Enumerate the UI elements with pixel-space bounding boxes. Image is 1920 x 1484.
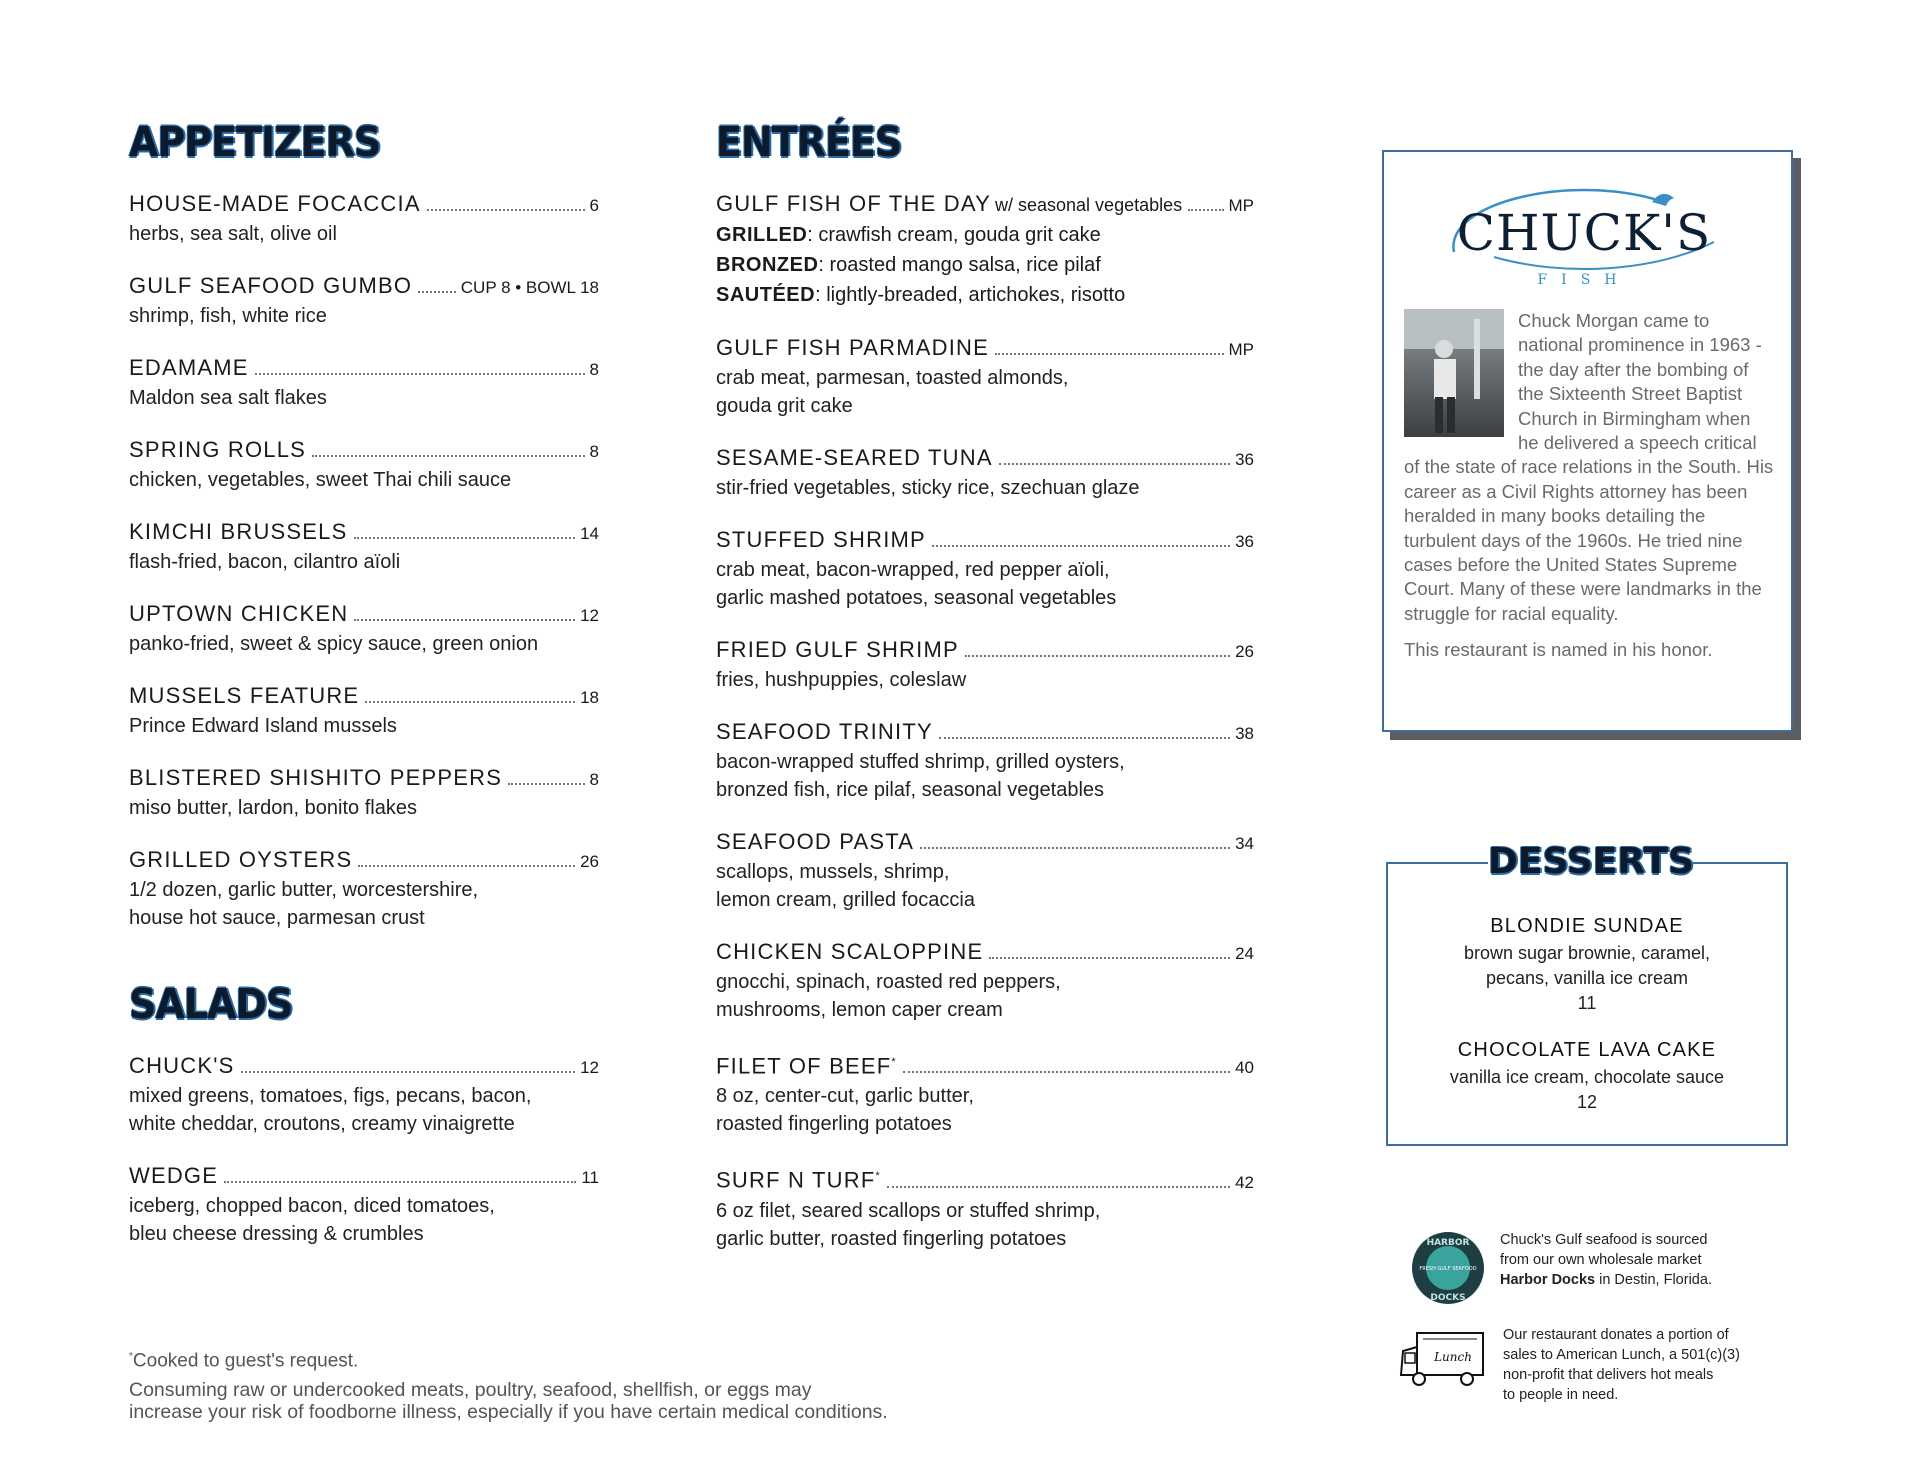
item-price: MP bbox=[1228, 340, 1254, 359]
item-price: 14 bbox=[580, 524, 599, 543]
item-desc: shrimp, fish, white rice bbox=[129, 305, 327, 327]
harbor-line-1: Chuck's Gulf seafood is sourced bbox=[1500, 1232, 1708, 1248]
menu-item bbox=[129, 190, 599, 248]
item-price: 24 bbox=[1235, 944, 1254, 963]
dot-leader bbox=[999, 463, 1230, 465]
item-price: 6 bbox=[589, 196, 599, 215]
item-name-text: FRIED GULF SHRIMP bbox=[716, 637, 959, 662]
warning-line-1: Consuming raw or undercooked meats, poultry, seafood, shellfish, or eggs may bbox=[129, 1379, 812, 1402]
item-price: 12 bbox=[580, 606, 599, 625]
dot-leader bbox=[995, 353, 1224, 355]
bio-honor: This restaurant is named in his honor. bbox=[1404, 639, 1713, 661]
item-name-text: EDAMAME bbox=[129, 355, 249, 380]
item-name-text: STUFFED SHRIMP bbox=[716, 527, 926, 552]
dot-leader bbox=[508, 783, 584, 785]
item-desc: Prince Edward Island mussels bbox=[129, 715, 397, 737]
harbor-docks-bold: Harbor Docks bbox=[1500, 1272, 1596, 1288]
dessert-item bbox=[1388, 914, 1786, 1016]
dessert-price: 11 bbox=[1577, 993, 1597, 1013]
item-name bbox=[129, 1052, 235, 1080]
lunch-line: non-profit that delivers hot meals bbox=[1503, 1367, 1714, 1383]
badge-top-text: HARBOR bbox=[1426, 1238, 1470, 1248]
item-name-text: SEAFOOD PASTA bbox=[716, 829, 915, 854]
lunch-line: sales to American Lunch, a 501(c)(3) bbox=[1503, 1347, 1740, 1363]
badge-mid-text: FRESH GULF SEAFOOD bbox=[1419, 1266, 1477, 1272]
item-price: 8 bbox=[589, 770, 599, 789]
dot-leader bbox=[1188, 209, 1223, 211]
menu-item bbox=[129, 436, 599, 494]
dot-leader bbox=[920, 847, 1230, 849]
item-name-text: SURF N TURF bbox=[716, 1167, 876, 1193]
dot-leader bbox=[427, 209, 585, 211]
item-name bbox=[129, 436, 306, 464]
variant-desc: : lightly-breaded, artichokes, risotto bbox=[815, 284, 1126, 306]
dessert-item bbox=[1388, 1038, 1786, 1115]
item-name-text: SEAFOOD TRINITY bbox=[716, 719, 933, 744]
item-name-text: WEDGE bbox=[129, 1163, 219, 1188]
menu-item bbox=[129, 682, 599, 740]
warning-line-2: increase your risk of foodborne illness, especially if you have certain medical conditions. bbox=[129, 1401, 888, 1424]
chucks-fish-logo bbox=[1434, 182, 1734, 288]
item-name-text: GULF FISH PARMADINE bbox=[716, 335, 989, 360]
item-price: 12 bbox=[580, 1058, 599, 1077]
item-name bbox=[129, 272, 412, 300]
item-head bbox=[716, 1162, 1254, 1196]
item-name bbox=[716, 334, 989, 362]
item-note: w/ seasonal vegetables bbox=[995, 195, 1183, 215]
american-lunch-note bbox=[1397, 1325, 1740, 1405]
menu-item bbox=[716, 1048, 1254, 1138]
food-truck-icon bbox=[1397, 1325, 1489, 1389]
item-desc: gouda grit cake bbox=[716, 395, 853, 417]
dot-leader bbox=[365, 701, 575, 703]
desserts-title: DESSERTS bbox=[1488, 838, 1686, 886]
dot-leader bbox=[903, 1071, 1230, 1073]
item-price: 26 bbox=[1235, 642, 1254, 661]
item-head bbox=[129, 436, 599, 466]
variant-label: SAUTÉED bbox=[716, 284, 816, 306]
item-head bbox=[716, 334, 1254, 364]
lunch-line: to people in need. bbox=[1503, 1387, 1619, 1403]
harbor-docks-text bbox=[1500, 1230, 1712, 1290]
menu-item bbox=[129, 518, 599, 576]
item-name-text: CHICKEN SCALOPPINE bbox=[716, 939, 984, 964]
item-desc: lemon cream, grilled focaccia bbox=[716, 889, 975, 911]
item-name-text: HOUSE-MADE FOCACCIA bbox=[129, 191, 421, 216]
harbor-line-3-rest: in Destin, Florida. bbox=[1595, 1272, 1712, 1288]
item-name-text: SESAME-SEARED TUNA bbox=[716, 445, 993, 470]
item-head bbox=[716, 444, 1254, 474]
item-desc: garlic butter, roasted fingerling potatoes bbox=[716, 1227, 1067, 1250]
dot-leader bbox=[224, 1181, 576, 1183]
item-name-text: GRILLED OYSTERS bbox=[129, 847, 353, 872]
harbor-docks-badge-icon bbox=[1410, 1230, 1486, 1306]
cooked-text: Cooked to guest's request. bbox=[132, 1350, 359, 1372]
harbor-line-2: from our own wholesale market bbox=[1500, 1252, 1702, 1268]
item-desc: bleu cheese dressing & crumbles bbox=[129, 1223, 424, 1245]
fish-variant bbox=[716, 250, 1254, 280]
harbor-line-3 bbox=[1500, 1270, 1712, 1290]
item-desc: herbs, sea salt, olive oil bbox=[129, 223, 337, 245]
item-desc: panko-fried, sweet & spicy sauce, green onion bbox=[129, 633, 539, 655]
menu-item bbox=[129, 846, 599, 932]
salads-title: SALADS bbox=[129, 980, 293, 1028]
item-mark: * bbox=[875, 1170, 881, 1183]
item-desc: crab meat, bacon-wrapped, red pepper aïoli, bbox=[716, 559, 1110, 581]
warning-text bbox=[129, 1379, 1029, 1423]
item-name bbox=[129, 1162, 218, 1190]
harbor-docks-note bbox=[1410, 1230, 1712, 1306]
dot-leader bbox=[354, 537, 576, 539]
menu-item bbox=[129, 600, 599, 658]
item-name-text: BLISTERED SHISHITO PEPPERS bbox=[129, 765, 503, 790]
item-price: 8 bbox=[589, 442, 599, 461]
item-price: 18 bbox=[580, 688, 599, 707]
item-head bbox=[129, 1162, 599, 1192]
item-head bbox=[129, 1052, 599, 1082]
variant-desc: : roasted mango salsa, rice pilaf bbox=[818, 254, 1101, 276]
item-desc: miso butter, lardon, bonito flakes bbox=[129, 797, 417, 819]
item-price: 34 bbox=[1235, 834, 1254, 853]
item-desc: stir-fried vegetables, sticky rice, szechuan glaze bbox=[716, 477, 1140, 499]
item-head bbox=[716, 828, 1254, 858]
menu-item bbox=[129, 272, 599, 330]
item-head bbox=[716, 636, 1254, 666]
item-name bbox=[129, 190, 421, 218]
item-price: 11 bbox=[581, 1168, 599, 1187]
menu-item bbox=[716, 526, 1254, 612]
item-desc: house hot sauce, parmesan crust bbox=[129, 907, 425, 929]
item-desc: Maldon sea salt flakes bbox=[129, 387, 327, 409]
item-name bbox=[716, 938, 983, 966]
item-head bbox=[129, 272, 599, 302]
item-price: CUP 8 • BOWL 18 bbox=[460, 278, 599, 297]
dessert-name: CHOCOLATE LAVA CAKE bbox=[1457, 1039, 1717, 1061]
item-desc: fries, hushpuppies, coleslaw bbox=[716, 669, 967, 691]
salad-list bbox=[129, 1052, 599, 1248]
item-desc: garlic mashed potatoes, seasonal vegetables bbox=[716, 587, 1117, 609]
badge-bottom-text: DOCKS bbox=[1430, 1293, 1466, 1303]
item-head bbox=[129, 764, 599, 794]
item-name bbox=[129, 600, 348, 628]
truck-label: Lunch bbox=[1434, 1350, 1472, 1364]
item-price: 26 bbox=[580, 852, 599, 871]
item-desc: white cheddar, croutons, creamy vinaigrette bbox=[129, 1113, 515, 1135]
item-desc: bacon-wrapped stuffed shrimp, grilled oysters, bbox=[716, 751, 1125, 773]
asterisk-mark: * bbox=[129, 1351, 133, 1362]
item-desc: scallops, mussels, shrimp, bbox=[716, 861, 950, 883]
menu-item bbox=[716, 334, 1254, 420]
item-name bbox=[716, 526, 926, 554]
item-desc: 6 oz filet, seared scallops or stuffed shrimp, bbox=[716, 1199, 1101, 1222]
item-name-text: KIMCHI BRUSSELS bbox=[129, 519, 348, 544]
menu-item bbox=[716, 1162, 1254, 1252]
fish-variant bbox=[716, 220, 1254, 250]
menu-item bbox=[129, 1162, 599, 1248]
item-name bbox=[129, 354, 249, 382]
dot-leader bbox=[312, 455, 585, 457]
dot-leader bbox=[354, 619, 575, 621]
dot-leader bbox=[965, 655, 1230, 657]
variant-desc: : crawfish cream, gouda grit cake bbox=[807, 224, 1101, 246]
chuck-morgan-photo bbox=[1404, 309, 1504, 437]
item-head bbox=[129, 600, 599, 630]
item-name bbox=[129, 682, 359, 710]
item-head bbox=[129, 846, 599, 876]
item-desc: crab meat, parmesan, toasted almonds, bbox=[716, 367, 1069, 389]
item-desc: mixed greens, tomatoes, figs, pecans, bacon, bbox=[129, 1085, 532, 1107]
fish-variant bbox=[716, 280, 1254, 310]
item-mark: * bbox=[891, 1056, 897, 1068]
item-name-text: SPRING ROLLS bbox=[129, 437, 307, 462]
entree-list bbox=[716, 334, 1254, 1253]
lunch-line: Our restaurant donates a portion of bbox=[1503, 1327, 1729, 1343]
menu-item-fish-of-day bbox=[716, 190, 1254, 310]
logo-main-text: CHUCK'S bbox=[1456, 204, 1712, 262]
item-price: 8 bbox=[589, 360, 599, 379]
footer-disclaimer bbox=[129, 1345, 1029, 1423]
item-name bbox=[716, 828, 914, 856]
item-price: 36 bbox=[1235, 450, 1254, 469]
appetizers-title: APPETIZERS bbox=[129, 118, 381, 166]
item-price: 40 bbox=[1235, 1058, 1254, 1078]
dot-leader bbox=[939, 737, 1230, 739]
american-lunch-text bbox=[1503, 1325, 1740, 1405]
item-name-text: CHUCK'S bbox=[129, 1053, 235, 1078]
item-name-text: FILET OF BEEF bbox=[716, 1053, 892, 1079]
item-name bbox=[716, 1162, 881, 1194]
middle-column bbox=[716, 118, 1254, 1277]
menu-item bbox=[129, 764, 599, 822]
item-desc: iceberg, chopped bacon, diced tomatoes, bbox=[129, 1195, 495, 1217]
dot-leader bbox=[418, 291, 456, 293]
menu-item bbox=[716, 938, 1254, 1024]
menu-item bbox=[716, 636, 1254, 694]
item-name: GULF FISH OF THE DAY bbox=[716, 191, 991, 216]
item-desc: 8 oz, center-cut, garlic butter, bbox=[716, 1085, 974, 1108]
dessert-list bbox=[1388, 914, 1786, 1137]
item-name bbox=[129, 846, 352, 874]
item-name bbox=[716, 1048, 897, 1080]
menu-item bbox=[129, 354, 599, 412]
menu-item bbox=[716, 444, 1254, 502]
item-name bbox=[716, 718, 933, 746]
dot-leader bbox=[358, 865, 575, 867]
fish-variants bbox=[716, 220, 1254, 310]
item-desc: mushrooms, lemon caper cream bbox=[716, 999, 1003, 1021]
bio-text-block bbox=[1404, 309, 1776, 663]
dessert-name: BLONDIE SUNDAE bbox=[1490, 915, 1684, 937]
dot-leader bbox=[989, 957, 1230, 959]
appetizer-list bbox=[129, 190, 599, 932]
item-desc: 1/2 dozen, garlic butter, worcestershire, bbox=[129, 879, 479, 901]
cooked-note bbox=[129, 1345, 1029, 1373]
bio-paragraph: Chuck Morgan came to national prominence in 1963 - the day after the bombing of the Sixteenth Street Baptist Church in Birmingham when he delivered a speech critical of the state of race relations in the South. His career as a Civil Rights attorney has been heralded in many books detailing the turbulent days of the 1960s. He tried nine cases before the United States Supreme Court. Many of these were landmarks in the struggle for racial equality. bbox=[1404, 310, 1774, 624]
item-name bbox=[129, 764, 502, 792]
item-head bbox=[716, 526, 1254, 556]
item-head bbox=[129, 354, 599, 384]
item-price: MP bbox=[1228, 196, 1254, 215]
menu-item bbox=[716, 718, 1254, 804]
item-head bbox=[716, 938, 1254, 968]
menu-item bbox=[129, 1052, 599, 1138]
item-desc: bronzed fish, rice pilaf, seasonal vegetables bbox=[716, 779, 1105, 801]
entrees-title: ENTRÉES bbox=[716, 118, 902, 166]
variant-label: GRILLED bbox=[716, 224, 808, 246]
item-head bbox=[129, 682, 599, 712]
item-name bbox=[129, 518, 348, 546]
dot-leader bbox=[255, 373, 585, 375]
dessert-desc: vanilla ice cream, chocolate sauce bbox=[1449, 1067, 1725, 1087]
item-name bbox=[716, 444, 993, 472]
dot-leader bbox=[932, 545, 1230, 547]
dessert-desc: pecans, vanilla ice cream bbox=[1485, 968, 1689, 988]
dot-leader bbox=[241, 1071, 576, 1073]
item-price: 36 bbox=[1235, 532, 1254, 551]
desserts-box bbox=[1386, 841, 1788, 1146]
dot-leader bbox=[887, 1186, 1230, 1188]
item-name-text: MUSSELS FEATURE bbox=[129, 683, 360, 708]
item-head bbox=[129, 518, 599, 548]
item-name-text: UPTOWN CHICKEN bbox=[129, 601, 349, 626]
item-desc: chicken, vegetables, sweet Thai chili sauce bbox=[129, 469, 512, 491]
bio-box bbox=[1382, 150, 1793, 732]
dessert-price: 12 bbox=[1576, 1092, 1598, 1112]
left-column bbox=[129, 118, 599, 1272]
photo-figure-icon bbox=[1404, 309, 1504, 437]
item-desc: gnocchi, spinach, roasted red peppers, bbox=[716, 971, 1061, 993]
item-name-text: GULF SEAFOOD GUMBO bbox=[129, 273, 413, 298]
dessert-desc: brown sugar brownie, caramel, bbox=[1463, 943, 1711, 963]
logo-sub-text: FISH bbox=[1537, 272, 1631, 288]
item-price: 38 bbox=[1235, 724, 1254, 743]
item-head bbox=[129, 190, 599, 220]
item-price: 42 bbox=[1235, 1172, 1254, 1192]
item-head bbox=[716, 718, 1254, 748]
item-desc: flash-fried, bacon, cilantro aïoli bbox=[129, 551, 401, 573]
item-name bbox=[716, 636, 959, 664]
item-desc: roasted fingerling potatoes bbox=[716, 1113, 952, 1136]
item-head bbox=[716, 1048, 1254, 1082]
variant-label: BRONZED bbox=[716, 254, 819, 276]
menu-item bbox=[716, 828, 1254, 914]
